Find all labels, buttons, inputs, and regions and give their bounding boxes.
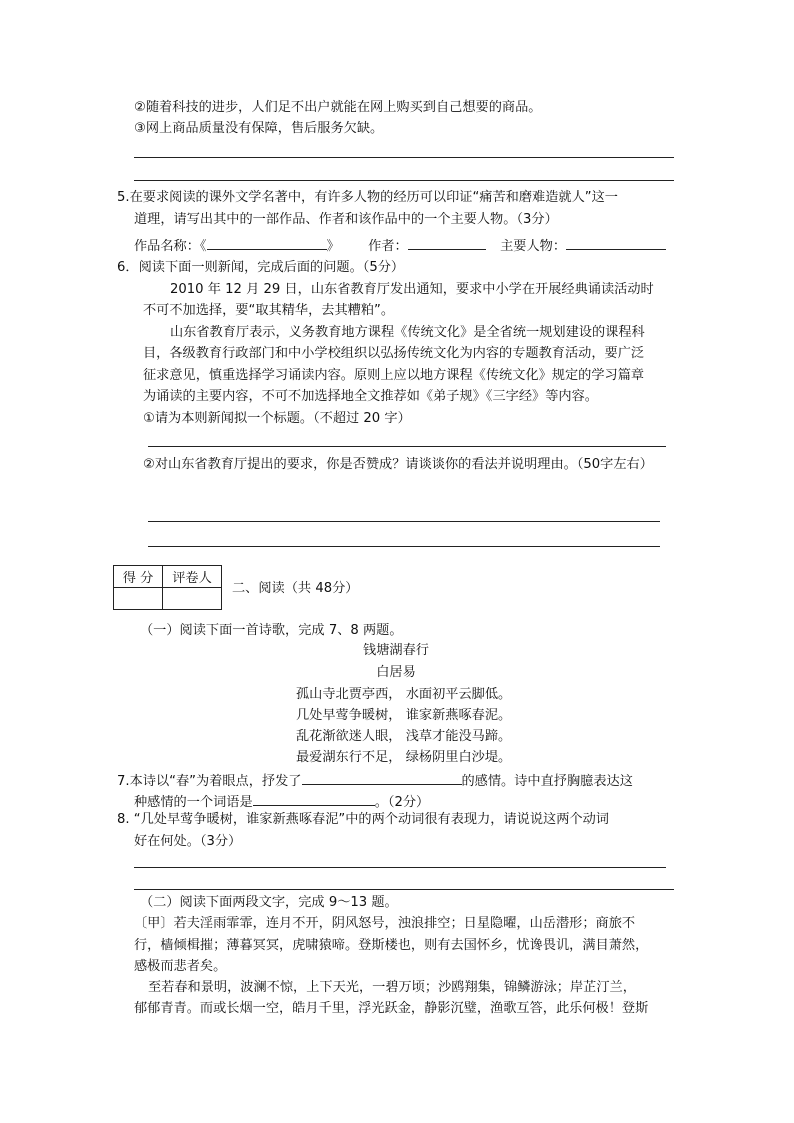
jia-line: 感极而悲者矣。: [134, 959, 227, 974]
character-label: 主要人物：: [500, 239, 567, 254]
q7-line1-a: 7.本诗以“春”为着眼点，抒发了: [117, 774, 302, 789]
item-3-text: ③网上商品质量没有保障，售后服务欠缺。: [134, 121, 384, 136]
character-blank[interactable]: [566, 235, 666, 250]
part2-intro: （二）阅读下面两段文字，完成 9～13 题。: [140, 895, 398, 910]
answer-line[interactable]: [148, 521, 660, 522]
poem-line: 乱花渐欲迷人眼， 浅草才能没马蹄。: [296, 729, 512, 744]
q6-p2-line3: 征求意见，慎重选择学习诵读内容。原则上应以地方课程《传统文化》规定的学习篇章: [143, 368, 645, 383]
answer-line[interactable]: [134, 157, 674, 158]
q7-line2: [134, 791, 429, 812]
q5-line2: 道理，请写出其中的一部作品、作者和该作品中的一个主要人物。（3分）: [134, 212, 558, 227]
author-label: 作者：: [368, 239, 408, 254]
answer-line[interactable]: [134, 867, 666, 868]
q7-blank-2[interactable]: [253, 791, 375, 806]
part1-intro: （一）阅读下面一首诗歌，完成 7、8 两题。: [140, 623, 403, 638]
q5-line1: 5.在要求阅读的课外文学名著中，有许多人物的经历可以印证“痛苦和磨难造就人”这一: [117, 190, 618, 205]
reviewer-cell[interactable]: [163, 588, 222, 610]
q6-p1-line2: 不可不加选择，要“取其精华，去其糟粕”。: [143, 303, 395, 318]
q6-sub1: ①请为本则新闻拟一个标题。（不超过 20 字）: [143, 411, 411, 426]
q7-line1-b: 的感情。诗中直抒胸臆表达这: [461, 774, 633, 789]
score-label: 得 分: [114, 566, 163, 588]
q6-p2-line2: 目，各级教育行政部门和中小学校组织以弘扬传统文化为内容的专题教育活动，要广泛: [143, 346, 645, 361]
item-2-text: ②随着科技的进步，人们足不出户就能在网上购买到自己想要的商品。: [134, 100, 542, 115]
author-blank[interactable]: [408, 235, 486, 250]
q6-sub2: ②对山东省教育厅提出的要求，你是否赞成？请谈谈你的看法并说明理由。（50字左右）: [143, 457, 653, 472]
q8-line1: 8. “几处早莺争暖树，谁家新燕啄春泥”中的两个动词很有表现力，请说说这两个动词: [117, 812, 609, 827]
q7-line2-b: 。（2分）: [374, 795, 430, 810]
answer-line[interactable]: [134, 180, 674, 181]
q7-blank-1[interactable]: [302, 770, 462, 785]
jia-line: 郁郁青青。而或长烟一空，皓月千里，浮光跃金，静影沉璧，渔歌互答，此乐何极！登斯: [134, 1001, 649, 1016]
score-box: [113, 565, 222, 610]
q7-line2-a: 种感情的一个词语是: [134, 795, 253, 810]
score-cell[interactable]: [114, 588, 163, 610]
jia-line: 〔甲〕若夫淫雨霏霏，连月不开，阴风怒号，浊浪排空；日星隐曜，山岳潜形；商旅不: [134, 916, 636, 931]
answer-line[interactable]: [134, 889, 674, 890]
answer-line[interactable]: [148, 546, 660, 547]
poem-line: 孤山寺北贾亭西， 水面初平云脚低。: [296, 687, 512, 702]
q5-fill-line: [134, 235, 666, 256]
work-close: 》: [326, 239, 340, 254]
poem-author: 白居易: [376, 665, 416, 680]
jia-line: 行，樯倾楫摧；薄暮冥冥，虎啸猿啼。登斯楼也，则有去国怀乡，忧谗畏讥，满目萧然，: [134, 938, 649, 953]
q6-p2-line4: 为诵读的主要内容，不可不加选择地全文推荐如《弟子规》《三字经》等内容。: [143, 389, 598, 404]
answer-line[interactable]: [148, 446, 666, 447]
q8-line2: 好在何处。（3分）: [134, 834, 242, 849]
section-2-title: 二、阅读（共 48分）: [232, 581, 359, 596]
q6-p2-line1: 山东省教育厅表示，义务教育地方课程《传统文化》是全省统一规划建设的课程科: [170, 325, 645, 340]
poem-line: 几处早莺争暖树， 谁家新燕啄春泥。: [296, 708, 512, 723]
work-label: 作品名称：《: [134, 239, 207, 254]
reviewer-label: 评卷人: [163, 566, 222, 588]
jia-line: 至若春和景明，波澜不惊，上下天光，一碧万顷；沙鸥翔集，锦鳞游泳；岸芷汀兰，: [148, 980, 636, 995]
q6-intro: 6．阅读下面一则新闻，完成后面的问题。（5分）: [117, 260, 405, 275]
work-blank[interactable]: [207, 235, 327, 250]
poem-line: 最爱湖东行不足， 绿杨阴里白沙堤。: [296, 750, 512, 765]
q6-p1-line1: 2010 年 12 月 29 日，山东省教育厅发出通知，要求中小学在开展经典诵读活动时: [170, 282, 654, 297]
poem-title: 钱塘湖春行: [363, 643, 429, 658]
q7-line1: [117, 770, 633, 791]
